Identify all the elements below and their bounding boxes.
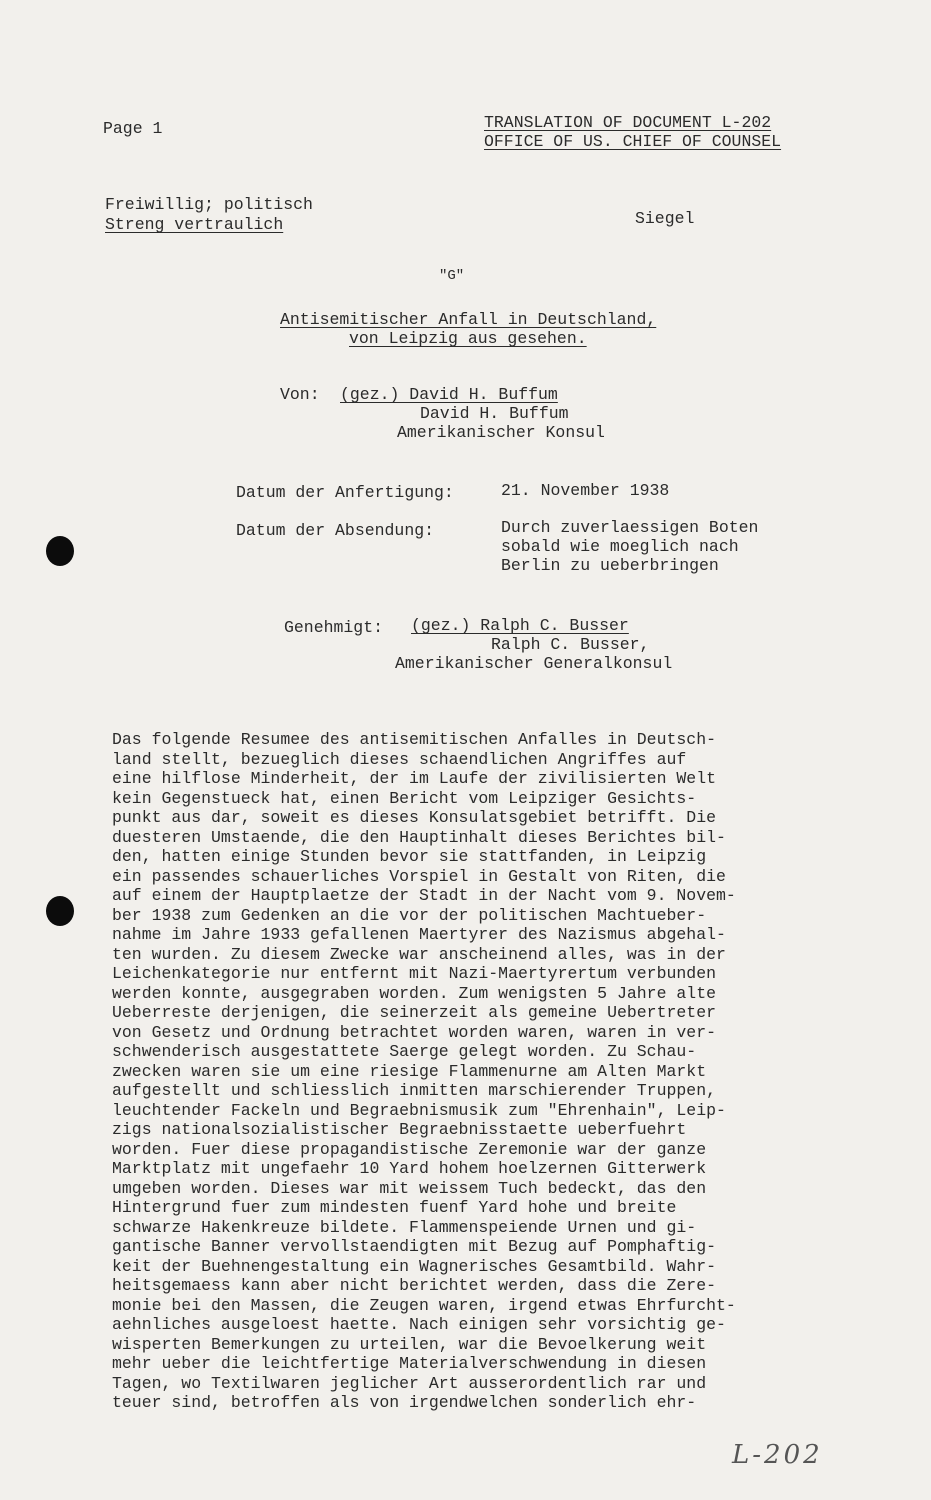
body-paragraph <box>112 730 852 1413</box>
body-line: Leichenkategorie nur entfernt mit Nazi-Maertyrertum verbunden <box>112 964 716 983</box>
translation-heading: TRANSLATION OF DOCUMENT L-202 <box>484 113 772 132</box>
approval-name: Ralph C. Busser, <box>491 635 650 654</box>
body-line: Tagen, wo Textilwaren jeglicher Art ausserordentlich rar und <box>112 1373 707 1393</box>
body-line: leuchtender Fackeln und Begraebnismusik zum "Ehrenhain", Leip- <box>112 1100 726 1120</box>
body-line: Marktplatz mit ungefaehr 10 Yard hohem hoelzernen Gitterwerk <box>112 1159 707 1178</box>
body-line: Das folgende Resumee des antisemitischen Anfalles in Deutsch- <box>112 730 716 749</box>
body-line: den, hatten einige Stunden bevor sie stattfanden, in Leipzig <box>112 847 707 866</box>
body-line: zigs nationalsozialistischer Begraebnisstaette ueberfuehrt <box>112 1120 687 1139</box>
handwritten-document-number: L-202 <box>732 1440 823 1470</box>
sent-date-line-2: sobald wie moeglich nach <box>501 537 739 556</box>
body-line: auf einem der Hauptplaetze der Stadt in der Nacht vom 9. Novem- <box>112 886 736 905</box>
body-line: wisperten Bemerkungen zu urteilen, war die Bevoelkerung weit <box>112 1334 707 1354</box>
prepared-date-value: 21. November 1938 <box>501 481 670 500</box>
body-line: duesteren Umstaende, die den Hauptinhalt dieses Berichtes bil- <box>112 827 726 847</box>
punch-hole-top <box>46 536 74 566</box>
body-line: umgeben worden. Dieses war mit weissem Tuch bedeckt, das den <box>112 1178 707 1198</box>
from-signed: (gez.) David H. Buffum <box>340 385 558 404</box>
body-line: heitsgemaess kann aber nicht berichtet werden, dass die Zere- <box>112 1276 716 1295</box>
from-label: Von: <box>280 385 320 404</box>
body-line: ber 1938 zum Gedenken an die vor der politischen Machtueber- <box>112 905 707 925</box>
body-line: eine hilflose Minderheit, der im Laufe der zivilisierten Welt <box>112 769 716 788</box>
body-line: schwarze Hakenkreuze bildete. Flammenspeiende Urnen und gi- <box>112 1217 697 1237</box>
body-line: ten wurden. Zu diesem Zwecke war anscheinend alles, was in der <box>112 944 726 964</box>
body-line: nahme im Jahre 1933 gefallenen Maertyrer des Nazismus abgehal- <box>112 925 726 944</box>
body-line: Hintergrund fuer zum mindesten fuenf Yard hohe und breite <box>112 1198 677 1217</box>
body-line: punkt aus dar, soweit es dieses Konsulatsgebiet betrifft. Die <box>112 808 716 827</box>
body-line: gantische Banner vervollstaendigten mit Bezug auf Pomphaftig- <box>112 1237 716 1256</box>
body-line: aufgestellt und schliesslich inmitten marschierender Truppen, <box>112 1081 716 1100</box>
approval-label: Genehmigt: <box>284 618 384 637</box>
document-title-line-1: Antisemitischer Anfall in Deutschland, <box>280 310 657 329</box>
body-line: worden. Fuer diese propagandistische Zeremonie war der ganze <box>112 1139 707 1159</box>
marker-g: "G" <box>439 268 465 284</box>
body-line: von Gesetz und Ordnung betrachtet worden waren, waren in ver- <box>112 1022 716 1042</box>
document-title-line-2: von Leipzig aus gesehen. <box>349 329 587 348</box>
page-label: Page 1 <box>103 119 163 138</box>
from-name: David H. Buffum <box>420 404 569 423</box>
body-line: kein Gegenstueck hat, einen Bericht vom Leipziger Gesichts- <box>112 788 697 808</box>
body-line: zwecken waren sie um eine riesige Flammenurne am Alten Markt <box>112 1061 707 1081</box>
punch-hole-bottom <box>46 896 74 926</box>
body-line: schwenderisch ausgestattete Saerge gelegt worden. Zu Schau- <box>112 1042 697 1061</box>
body-line: Ueberreste derjenigen, die seinerzeit als gemeine Uebertreter <box>112 1003 716 1022</box>
office-heading: OFFICE OF US. CHIEF OF COUNSEL <box>484 132 782 151</box>
classification-line-2: Streng vertraulich <box>105 215 284 234</box>
classification-line-1: Freiwillig; politisch <box>105 195 313 214</box>
sent-date-line-1: Durch zuverlaessigen Boten <box>501 518 759 537</box>
approval-role: Amerikanischer Generalkonsul <box>395 654 673 673</box>
seal-label: Siegel <box>635 209 695 228</box>
sent-date-line-3: Berlin zu ueberbringen <box>501 556 719 575</box>
body-line: land stellt, bezueglich dieses schaendlichen Angriffes auf <box>112 749 687 769</box>
body-line: teuer sind, betroffen als von irgendwelchen sonderlich ehr- <box>112 1393 697 1412</box>
sent-date-label: Datum der Absendung: <box>236 521 435 540</box>
body-line: mehr ueber die leichtfertige Materialverschwendung in diesen <box>112 1354 707 1373</box>
body-line: aehnliches ausgeloest haette. Nach einigen sehr vorsichtig ge- <box>112 1315 726 1334</box>
body-line: monie bei den Massen, die Zeugen waren, irgend etwas Ehrfurcht- <box>112 1295 736 1315</box>
from-role: Amerikanischer Konsul <box>397 423 605 442</box>
body-line: keit der Buehnengestaltung ein Wagnerisches Gesamtbild. Wahr- <box>112 1256 716 1276</box>
approval-signed: (gez.) Ralph C. Busser <box>411 616 629 635</box>
body-line: ein passendes schauerliches Vorspiel in Gestalt von Riten, die <box>112 866 726 886</box>
body-line: werden konnte, ausgegraben worden. Zum wenigsten 5 Jahre alte <box>112 983 716 1003</box>
prepared-date-label: Datum der Anfertigung: <box>236 483 454 502</box>
